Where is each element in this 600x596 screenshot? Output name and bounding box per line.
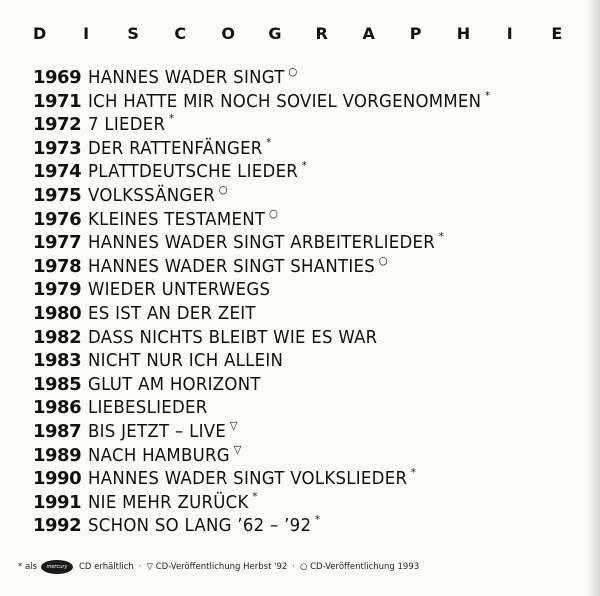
discography-entry — [33, 397, 525, 421]
entry-album-title — [88, 397, 208, 418]
entry-album-text: NACH HAMBURG — [88, 444, 230, 466]
title-letter: R — [315, 24, 328, 43]
entry-footnote-mark: ○ — [378, 253, 388, 267]
entry-album-title — [88, 303, 256, 324]
entry-album-text: HANNES WADER SINGT VOLKSLIEDER — [88, 468, 408, 490]
entry-album-text: ICH HATTE MIR NOCH SOVIEL VORGENOMMEN — [88, 90, 482, 112]
discography-entry — [33, 182, 525, 209]
entry-album-text: PLATTDEUTSCHE LIEDER — [88, 161, 299, 183]
mercury-logo: mercury — [41, 560, 73, 574]
discography-entry — [33, 468, 525, 492]
entry-album-title — [88, 206, 279, 230]
discography-entry — [33, 442, 525, 469]
discography-entry — [33, 489, 525, 516]
entry-footnote-mark: * — [410, 466, 417, 480]
footnote-circle-note: ○ CD-Veröffentlichung 1993 — [299, 562, 420, 572]
page-edge-shadow — [586, 0, 600, 596]
entry-footnote-mark: ▽ — [233, 442, 242, 456]
discography-entry — [33, 418, 525, 445]
entry-year: 1987 — [33, 420, 82, 442]
entry-footnote-mark: * — [314, 513, 321, 527]
entry-album-text: HANNES WADER SINGT ARBEITERLIEDER — [88, 232, 436, 254]
title-letter: C — [174, 24, 187, 43]
title-letter: O — [221, 24, 235, 43]
discography-entry — [33, 67, 525, 91]
title-letter: I — [506, 24, 513, 43]
discography-entry — [33, 279, 525, 303]
entry-album-text: GLUT AM HORIZONT — [88, 373, 261, 395]
entry-year: 1991 — [33, 491, 82, 513]
entry-album-title — [88, 350, 283, 371]
title-letter: I — [83, 24, 90, 43]
discography-entry — [33, 374, 525, 398]
title-letter: S — [127, 24, 139, 43]
entry-album-title — [88, 418, 238, 442]
entry-footnote-mark: ○ — [288, 65, 298, 78]
footnote-separator: · — [138, 562, 142, 572]
discography-entry — [33, 206, 525, 233]
footnote — [18, 560, 419, 574]
entry-footnote-mark: * — [252, 489, 258, 503]
discography-entry — [33, 327, 525, 351]
entry-footnote-mark: * — [168, 112, 175, 126]
footnote-star-prefix: * als — [18, 562, 37, 572]
entry-year: 1971 — [33, 90, 82, 112]
entry-year: 1986 — [33, 397, 82, 419]
entry-album-text: ES IST AN DER ZEIT — [88, 302, 256, 324]
entry-year: 1974 — [33, 161, 82, 183]
entry-album-title — [88, 253, 388, 277]
entry-album-title — [88, 489, 258, 513]
entry-album-text: WIEDER UNTERWEGS — [88, 279, 271, 301]
entry-album-title — [88, 327, 377, 348]
title-letter: D — [33, 24, 47, 43]
entry-album-text: DER RATTENFÄNGER — [88, 137, 263, 159]
entry-footnote-mark: * — [266, 135, 272, 149]
entry-year: 1992 — [33, 515, 82, 537]
entry-year: 1972 — [33, 114, 82, 136]
entry-year: 1975 — [33, 184, 82, 206]
entry-year: 1979 — [33, 279, 82, 301]
entry-album-title — [88, 515, 320, 536]
entry-album-title — [88, 88, 491, 112]
title-letter: P — [409, 24, 422, 43]
entry-album-title — [88, 279, 270, 300]
entry-year: 1983 — [33, 350, 82, 372]
entry-footnote-mark: ○ — [218, 182, 228, 196]
entry-year: 1978 — [33, 255, 82, 277]
entry-year: 1985 — [33, 373, 82, 395]
discography-title — [33, 24, 563, 43]
discography-entry — [33, 253, 525, 280]
title-letter: G — [268, 24, 282, 43]
entry-album-title — [88, 442, 242, 466]
entry-album-title — [88, 135, 272, 159]
discography-entry — [33, 515, 525, 539]
discography-entry — [33, 232, 525, 256]
discography-entry — [33, 114, 525, 138]
discography-entry — [33, 135, 525, 162]
entry-year: 1973 — [33, 137, 82, 159]
entry-album-title — [88, 374, 261, 395]
discography-entry — [33, 161, 525, 185]
discography-entry — [33, 303, 525, 327]
entry-album-text: HANNES WADER SINGT — [88, 67, 285, 88]
discography-list — [33, 67, 525, 539]
footnote-separator: · — [292, 562, 295, 572]
entry-footnote-mark: ▽ — [229, 418, 238, 432]
entry-album-title — [88, 182, 228, 206]
entry-footnote-mark: * — [301, 159, 308, 173]
entry-year: 1990 — [33, 468, 82, 490]
entry-album-text: LIEBESLIEDER — [88, 397, 208, 419]
entry-album-title — [88, 161, 307, 182]
entry-album-text: NIE MEHR ZURÜCK — [88, 491, 249, 513]
title-letter: A — [362, 24, 375, 43]
entry-year: 1976 — [33, 208, 82, 230]
entry-album-text: VOLKSSÄNGER — [88, 184, 216, 206]
entry-album-title — [88, 232, 444, 253]
entry-footnote-mark: * — [485, 88, 491, 102]
entry-album-text: 7 LIEDER — [88, 114, 166, 136]
entry-year: 1969 — [33, 67, 82, 88]
entry-album-text: DASS NICHTS BLEIBT WIE ES WAR — [88, 326, 378, 348]
title-letter: H — [456, 24, 471, 43]
entry-album-title — [88, 114, 174, 135]
entry-album-text: NICHT NUR ICH ALLEIN — [88, 350, 284, 372]
footnote-triangle-note: ▽ CD-Veröffentlichung Herbst '92 — [146, 562, 288, 572]
entry-album-text: SCHON SO LANG ’62 – ’92 — [88, 515, 312, 537]
entry-footnote-mark: ○ — [268, 206, 279, 220]
footnote-star-suffix: CD erhältlich — [78, 562, 134, 572]
entry-year: 1989 — [33, 444, 82, 466]
entry-album-title — [88, 67, 297, 88]
entry-album-text: BIS JETZT – LIVE — [88, 420, 227, 442]
entry-year: 1980 — [33, 302, 82, 324]
title-letter: E — [551, 24, 563, 43]
entry-year: 1977 — [33, 232, 82, 254]
discography-entry — [33, 88, 525, 115]
entry-footnote-mark: * — [438, 230, 445, 244]
entry-album-text: HANNES WADER SINGT SHANTIES — [88, 255, 376, 277]
entry-album-title — [88, 468, 416, 489]
entry-year: 1982 — [33, 326, 82, 348]
discography-entry — [33, 350, 525, 374]
entry-album-text: KLEINES TESTAMENT — [88, 208, 266, 230]
